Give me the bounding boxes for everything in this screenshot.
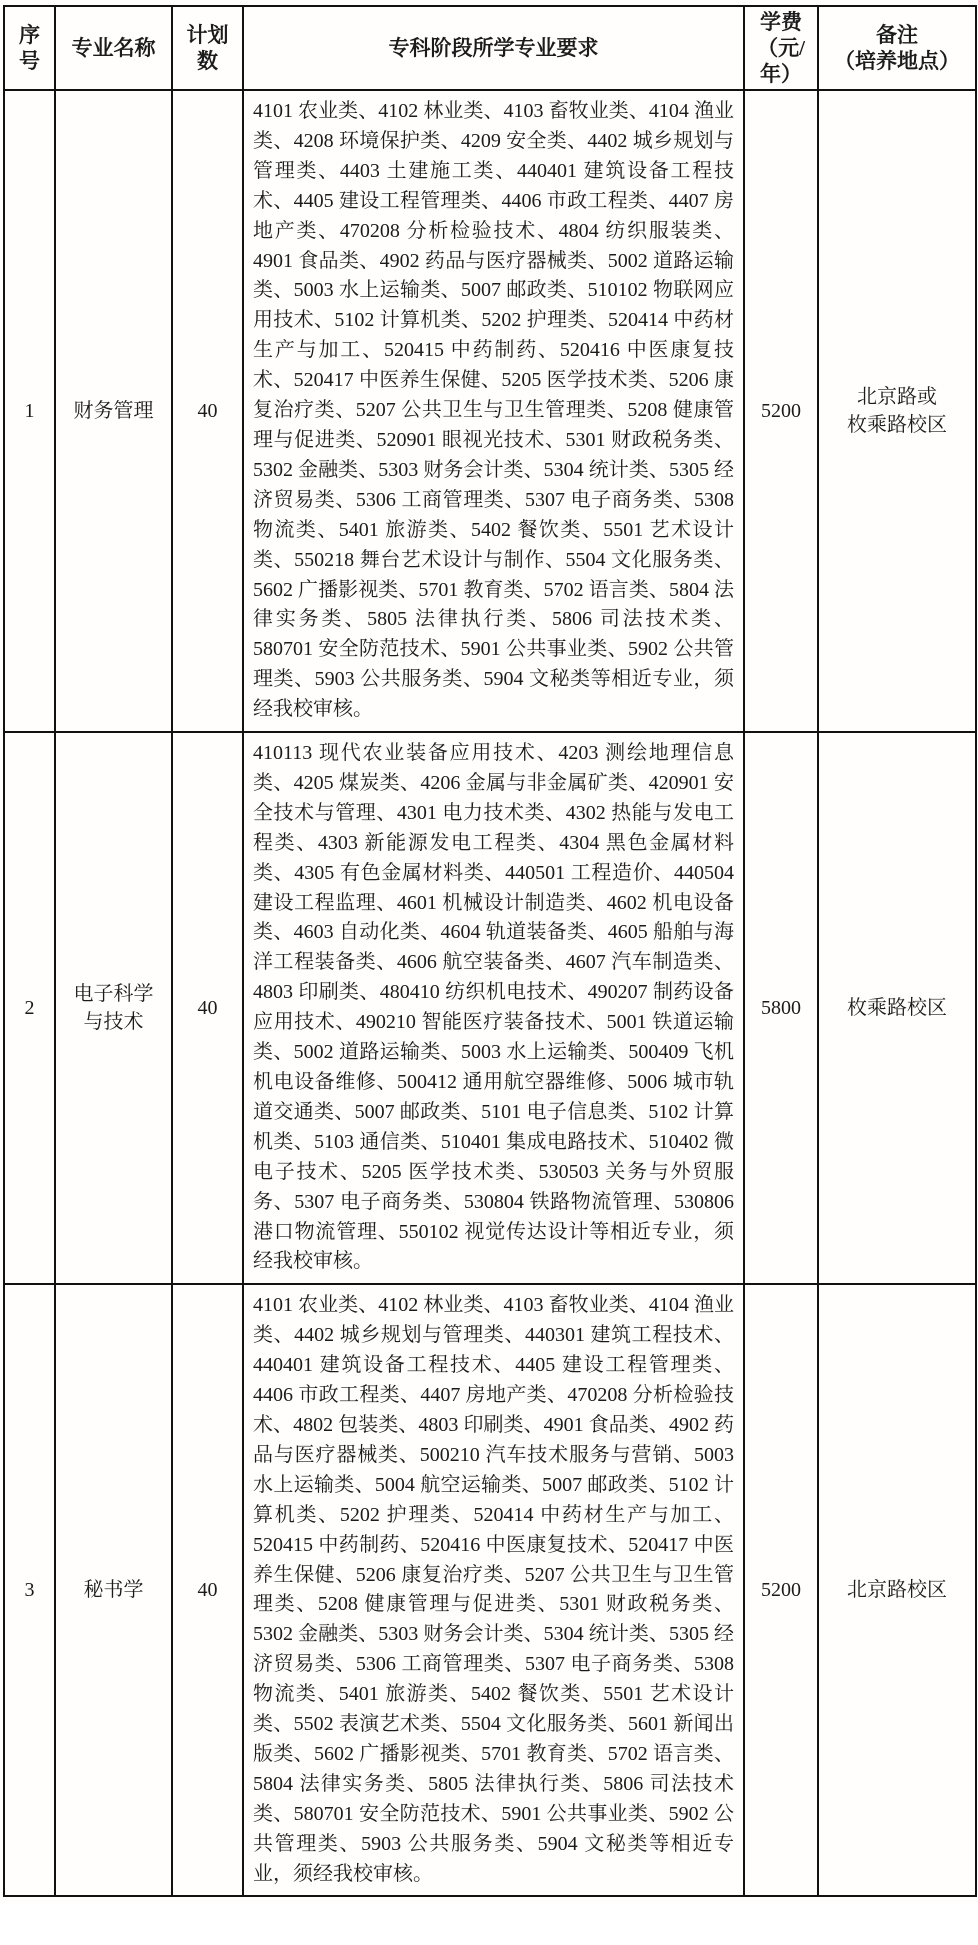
major-line: 财务管理 bbox=[73, 400, 154, 423]
note-cell bbox=[818, 732, 976, 1284]
col-header-major bbox=[55, 6, 172, 90]
major-line: 与技术 bbox=[83, 1011, 144, 1034]
header-line: 学费 bbox=[760, 10, 802, 34]
major-line: 电子科学 bbox=[73, 983, 154, 1006]
serial-cell: 3 bbox=[4, 1284, 55, 1896]
note-cell bbox=[818, 1284, 976, 1896]
note-cell bbox=[818, 90, 976, 732]
tuition-cell: 5200 bbox=[744, 90, 818, 732]
col-header-note bbox=[818, 6, 976, 90]
majors-requirements-table bbox=[3, 5, 977, 1897]
tuition-cell: 5200 bbox=[744, 1284, 818, 1896]
header-line: 号 bbox=[19, 49, 40, 73]
header-line: 数 bbox=[197, 49, 218, 73]
col-header-tuition bbox=[744, 6, 818, 90]
note-line: 枚乘路校区 bbox=[847, 997, 947, 1020]
requirements-cell: 410113 现代农业装备应用技术、4203 测绘地理信息类、4205 煤炭类、4206 金属与非金属矿类、420901 安全技术与管理、4301 电力技术类、4302 热能与发电工程类、4303 新能源发电工程类、4304 黑色金属材料类、4305 有色金属材料类、440501 工程造价、440504 建设工程监理、4601 机械设计制造类、4602 机电设备类、4603 自动化类、4604 轨道装备类、4605 船舶与海洋工程装备类、4606 航空装备类、4607 汽车制造类、4803 印刷类、480410 纺织机电技术、490207 制药设备应用技术、490210 智能医疗装备技术、5001 铁道运输类、5002 道路运输类、5003 水上运输类、500409 飞机机电设备维修、500412 通用航空器维修、5006 城市轨道交通类、5007 邮政类、5101 电子信息类、5102 计算机类、5103 通信类、510401 集成电路技术、510402 微电子技术、5205 医学技术类、530503 关务与外贸服务、5307 电子商务类、530804 铁路物流管理、530806 港口物流管理、550102 视觉传达设计等相近专业，须经我校审核。 bbox=[243, 732, 744, 1284]
major-cell bbox=[55, 1284, 172, 1896]
plan-cell: 40 bbox=[172, 90, 243, 732]
header-line: 计划 bbox=[186, 23, 229, 47]
header-line: 备注 bbox=[876, 23, 918, 47]
table-row bbox=[4, 732, 976, 1284]
major-cell bbox=[55, 732, 172, 1284]
header-line: 专业名称 bbox=[71, 36, 156, 60]
table-row bbox=[4, 1284, 976, 1896]
note-line: 北京路校区 bbox=[847, 1579, 947, 1602]
header-line: 专科阶段所学专业要求 bbox=[388, 36, 599, 60]
note-line: 北京路或 bbox=[857, 386, 937, 409]
note-line: 枚乘路校区 bbox=[847, 414, 947, 437]
plan-cell: 40 bbox=[172, 1284, 243, 1896]
tuition-cell: 5800 bbox=[744, 732, 818, 1284]
col-header-serial bbox=[4, 6, 55, 90]
header-line: （元/ bbox=[757, 36, 805, 60]
major-cell bbox=[55, 90, 172, 732]
serial-cell: 1 bbox=[4, 90, 55, 732]
header-line: 序 bbox=[19, 23, 40, 47]
header-line: （培养地点） bbox=[834, 49, 960, 73]
col-header-plan bbox=[172, 6, 243, 90]
requirements-cell: 4101 农业类、4102 林业类、4103 畜牧业类、4104 渔业类、4402 城乡规划与管理类、440301 建筑工程技术、440401 建筑设备工程技术、4405 建设工程管理类、4406 市政工程类、4407 房地产类、470208 分析检验技术、4802 包装类、4803 印刷类、4901 食品类、4902 药品与医疗器械类、500210 汽车技术服务与营销、5003 水上运输类、5004 航空运输类、5007 邮政类、5102 计算机类、5202 护理类、520414 中药材生产与加工、520415 中药制药、520416 中医康复技术、520417 中医养生保健、5206 康复治疗类、5207 公共卫生与卫生管理类、5208 健康管理与促进类、5301 财政税务类、5302 金融类、5303 财务会计类、5304 统计类、5305 经济贸易类、5306 工商管理类、5307 电子商务类、5308 物流类、5401 旅游类、5402 餐饮类、5501 艺术设计类、5502 表演艺术类、5504 文化服务类、5601 新闻出版类、5602 广播影视类、5701 教育类、5702 语言类、5804 法律实务类、5805 法律执行类、5806 司法技术类、580701 安全防范技术、5901 公共事业类、5902 公共管理类、5903 公共服务类、5904 文秘类等相近专业，须经我校审核。 bbox=[243, 1284, 744, 1896]
table-row bbox=[4, 90, 976, 732]
plan-cell: 40 bbox=[172, 732, 243, 1284]
major-line: 秘书学 bbox=[83, 1579, 144, 1602]
serial-cell: 2 bbox=[4, 732, 55, 1284]
requirements-cell: 4101 农业类、4102 林业类、4103 畜牧业类、4104 渔业类、4208 环境保护类、4209 安全类、4402 城乡规划与管理类、4403 土建施工类、440401 建筑设备工程技术、4405 建设工程管理类、4406 市政工程类、4407 房地产类、470208 分析检验技术、4804 纺织服装类、4901 食品类、4902 药品与医疗器械类、5002 道路运输类、5003 水上运输类、5007 邮政类、510102 物联网应用技术、5102 计算机类、5202 护理类、520414 中药材生产与加工、520415 中药制药、520416 中医康复技术、520417 中医养生保健、5205 医学技术类、5206 康复治疗类、5207 公共卫生与卫生管理类、5208 健康管理与促进类、520901 眼视光技术、5301 财政税务类、5302 金融类、5303 财务会计类、5304 统计类、5305 经济贸易类、5306 工商管理类、5307 电子商务类、5308 物流类、5401 旅游类、5402 餐饮类、5501 艺术设计类、550218 舞台艺术设计与制作、5504 文化服务类、5602 广播影视类、5701 教育类、5702 语言类、5804 法律实务类、5805 法律执行类、5806 司法技术类、580701 安全防范技术、5901 公共事业类、5902 公共管理类、5903 公共服务类、5904 文秘类等相近专业，须经我校审核。 bbox=[243, 90, 744, 732]
header-row bbox=[4, 6, 976, 90]
col-header-requirements bbox=[243, 6, 744, 90]
header-line: 年） bbox=[760, 62, 802, 86]
